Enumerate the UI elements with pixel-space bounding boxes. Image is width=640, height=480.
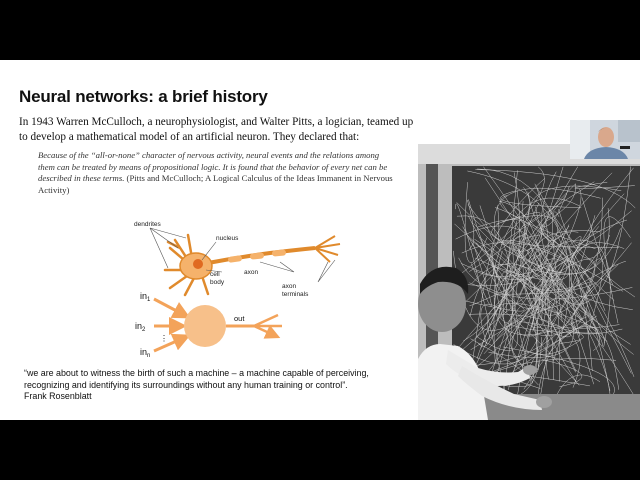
label-nucleus: nucleus (216, 235, 239, 242)
svg-text:in2 (135, 321, 146, 333)
input-2-label: in (135, 321, 143, 331)
output-label: out (234, 314, 245, 323)
input-1-sub: 1 (147, 297, 151, 303)
intro-paragraph: In 1943 Warren McCulloch, a neurophysiologist, and Walter Pitts, a logician, teamed up to develop a mathematical model of an artificial neuron. They declared that: (19, 116, 414, 143)
slide (0, 60, 640, 420)
label-cell-body-2: body (210, 279, 225, 286)
input-n-sub: n (147, 353, 151, 359)
rosenblatt-author: Frank Rosenblatt (24, 391, 92, 401)
slide-title: Neural networks: a brief history (19, 87, 268, 106)
rosenblatt-quote (24, 368, 414, 403)
quote-citation: (Pitts and McCulloch; A Logical Calculus of the Ideas Immanent in Nervous Activity) (38, 173, 393, 195)
input-n-label: in (140, 347, 148, 357)
artificial-neuron-model (130, 285, 300, 363)
quote-text: Because of the “all-or-none” character of nervous activity, neural events and the relations among them can be treated by means of propositional logic. It is found that the behavior of every net can be described in these terms. (38, 150, 388, 183)
label-cell-body-1: cell (210, 271, 220, 278)
svg-text:in1 (140, 291, 151, 303)
neuron-node (184, 305, 226, 347)
label-axon: axon (244, 269, 259, 276)
input-1-label: in (140, 291, 148, 301)
input-2-sub: 2 (142, 327, 146, 333)
label-dendrites: dendrites (134, 221, 161, 228)
mcculloch-pitts-quote (38, 150, 398, 196)
label-axon-terminals-2: terminals (282, 291, 309, 298)
label-axon-terminals-1: axon (282, 283, 297, 290)
perceptron-machine-photo (418, 144, 640, 420)
svg-text:inn (140, 347, 150, 359)
presenter-webcam (570, 120, 640, 159)
rosenblatt-quote-text: “we are about to witness the birth of such a machine – a machine capable of perceiving, recognizing and identifying its surroundings without any human training or control”. (24, 368, 369, 390)
input-dots: ⋮ (160, 334, 168, 343)
